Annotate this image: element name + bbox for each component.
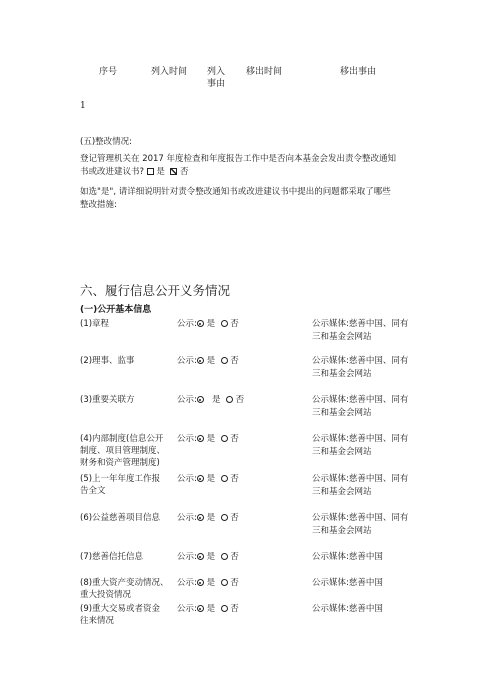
row-number: 1 xyxy=(80,101,86,111)
disclosure-choice xyxy=(177,355,239,367)
no-radio[interactable] xyxy=(226,396,233,403)
no-label: 否 xyxy=(230,434,239,444)
col-header-list-reason: 列入 事由 xyxy=(207,67,226,89)
disclosure-media: 公示媒体:慈善中国、同有 三和基金会网站 xyxy=(312,434,409,457)
no-radio[interactable] xyxy=(221,357,228,364)
no-radio[interactable] xyxy=(221,435,228,442)
yes-radio[interactable] xyxy=(197,553,204,560)
disclosure-choice xyxy=(177,551,239,563)
yes-label: 是 xyxy=(206,513,216,523)
disclosure-item-label: (8)重大资产变动情况、 重大投资情况 xyxy=(80,578,169,600)
disclosure-item-label: (2)理事、监事 xyxy=(80,356,135,366)
no-radio[interactable] xyxy=(221,320,228,327)
no-radio[interactable] xyxy=(221,514,228,521)
rectification-question-line1: 登记管理机关在 2017 年度检查和年度报告工作中是否向本基金会发出责令整改通知 xyxy=(80,154,397,164)
yes-label: 是 xyxy=(206,319,216,329)
disclose-label: 公示: xyxy=(177,395,197,405)
yes-radio[interactable] xyxy=(197,396,204,403)
no-radio[interactable] xyxy=(221,475,228,482)
yes-radio[interactable] xyxy=(197,357,204,364)
disclose-label: 公示: xyxy=(177,513,197,523)
yes-radio[interactable] xyxy=(197,514,204,521)
yes-label: 是 xyxy=(206,356,216,366)
disclosure-item-label: (7)慈善信托信息 xyxy=(80,552,144,562)
disclosure-item-label: (3)重要关联方 xyxy=(80,395,135,405)
yes-radio[interactable] xyxy=(197,475,204,482)
rectification-question-line2 xyxy=(80,166,189,178)
disclosure-choice xyxy=(177,603,239,615)
disclosure-item-label: (1)章程 xyxy=(80,319,110,329)
no-label: 否 xyxy=(180,167,189,177)
section6-title: 六、履行信息公开义务情况 xyxy=(80,283,231,298)
yes-label: 是 xyxy=(206,552,216,562)
disclosure-media: 公示媒体:慈善中国、同有 三和基金会网站 xyxy=(312,513,409,536)
disclosure-item-label: (9)重大交易或者资金 往来情况 xyxy=(80,604,161,626)
disclose-label: 公示: xyxy=(177,434,197,444)
disclosure-media: 公示媒体:慈善中国、同有 三和基金会网站 xyxy=(312,356,409,379)
no-label: 否 xyxy=(235,395,245,405)
disclose-label: 公示: xyxy=(177,552,197,562)
yes-label: 是 xyxy=(206,578,216,588)
col-header-remove-reason: 移出事由 xyxy=(340,67,377,77)
no-label: 否 xyxy=(230,474,239,484)
rectification-followup-line1: 如选"是", 请详细说明针对责令整改通知书或改进建议书中提出的问题都采取了哪些 xyxy=(80,187,391,197)
rectification-followup-line2: 整改措施: xyxy=(80,200,117,210)
disclosure-item-label: (4)内部制度(信息公开 制度、项目管理制度、 财务和资产管理制度) xyxy=(80,434,166,468)
no-label: 否 xyxy=(230,319,239,329)
section6-subtitle: (一)公开基本信息 xyxy=(80,305,152,315)
rectification-title: (五)整改情况: xyxy=(80,137,132,147)
disclosure-choice xyxy=(177,318,239,330)
disclosure-item-label: (5)上一年年度工作报 告全文 xyxy=(80,474,161,496)
disclosure-choice xyxy=(177,433,239,445)
no-checkbox[interactable] xyxy=(170,168,177,175)
yes-checkbox[interactable] xyxy=(147,168,154,175)
no-label: 否 xyxy=(230,356,239,366)
col-header-number: 序号 xyxy=(99,67,118,77)
disclose-label: 公示: xyxy=(177,604,197,614)
yes-radio[interactable] xyxy=(197,579,204,586)
disclose-label: 公示: xyxy=(177,356,197,366)
yes-radio[interactable] xyxy=(197,605,204,612)
disclosure-media: 公示媒体:慈善中国、同有 三和基金会网站 xyxy=(312,395,409,418)
disclosure-choice xyxy=(177,577,239,589)
yes-radio[interactable] xyxy=(197,320,204,327)
no-label: 否 xyxy=(230,604,239,614)
disclose-label: 公示: xyxy=(177,578,197,588)
no-label: 否 xyxy=(230,578,239,588)
disclosure-media: 公示媒体:慈善中国、同有 三和基金会网站 xyxy=(312,474,409,497)
disclosure-media: 公示媒体:慈善中国 xyxy=(312,604,383,614)
col-header-remove-time: 移出时间 xyxy=(246,67,283,77)
yes-label: 是 xyxy=(206,434,216,444)
no-label: 否 xyxy=(230,513,239,523)
disclosure-item-label: (6)公益慈善项目信息 xyxy=(80,513,161,523)
disclosure-choice xyxy=(177,512,239,524)
disclosure-media: 公示媒体:慈善中国 xyxy=(312,578,383,588)
col-header-list-time: 列入时间 xyxy=(151,67,188,77)
yes-label: 是 xyxy=(211,395,221,405)
yes-label: 是 xyxy=(206,604,216,614)
disclose-label: 公示: xyxy=(177,474,197,484)
disclosure-choice xyxy=(177,473,239,485)
no-label: 否 xyxy=(230,552,239,562)
yes-radio[interactable] xyxy=(197,435,204,442)
no-radio[interactable] xyxy=(221,553,228,560)
disclosure-media: 公示媒体:慈善中国 xyxy=(312,552,383,562)
no-radio[interactable] xyxy=(221,579,228,586)
disclose-label: 公示: xyxy=(177,319,197,329)
yes-label: 是 xyxy=(206,474,216,484)
disclosure-choice xyxy=(177,394,244,406)
yes-label: 是 xyxy=(156,167,165,177)
no-radio[interactable] xyxy=(221,605,228,612)
question-tail: 书或改进建议书? xyxy=(80,167,145,177)
disclosure-media: 公示媒体:慈善中国、同有 三和基金会网站 xyxy=(312,319,409,342)
